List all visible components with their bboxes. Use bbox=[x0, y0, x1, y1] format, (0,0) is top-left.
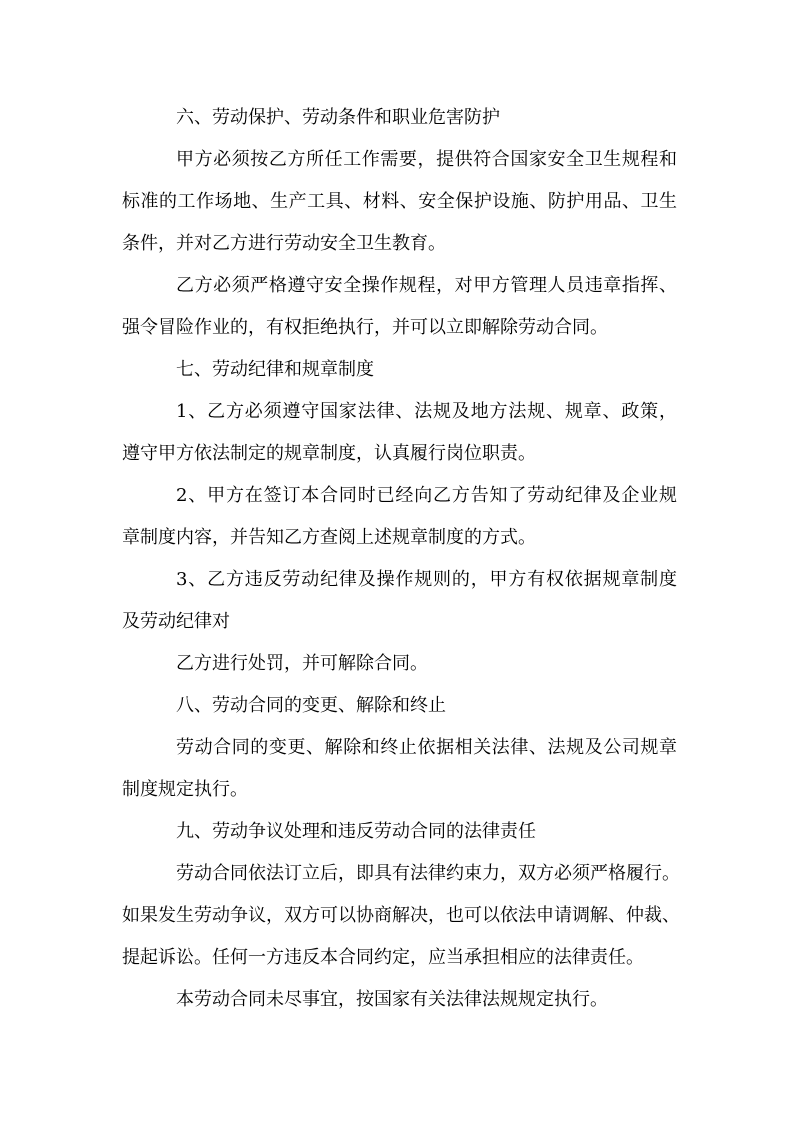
paragraph-line: 遵守甲方依法制定的规章制度，认真履行岗位职责。 bbox=[122, 443, 536, 464]
paragraph-line: 如果发生劳动争议，双方可以协商解决，也可以依法申请调解、仲裁、 bbox=[122, 905, 680, 926]
paragraph-line: 乙方进行处罚，并可解除合同。 bbox=[176, 653, 428, 674]
document-body bbox=[122, 97, 680, 1021]
paragraph-line: 提起诉讼。任何一方违反本合同约定，应当承担相应的法律责任。 bbox=[122, 947, 644, 968]
paragraph-line: 制度规定执行。 bbox=[122, 779, 248, 800]
paragraph-line: 3、乙方违反劳动纪律及操作规则的，甲方有权依据规章制度 bbox=[176, 569, 677, 590]
section-heading-8: 八、劳动合同的变更、解除和终止 bbox=[176, 695, 446, 716]
section-heading-7: 七、劳动纪律和规章制度 bbox=[176, 359, 374, 380]
paragraph-line: 标准的工作场地、生产工具、材料、安全保护设施、防护用品、卫生 bbox=[122, 191, 677, 212]
paragraph-line: 条件，并对乙方进行劳动安全卫生教育。 bbox=[122, 233, 446, 254]
paragraph-line: 章制度内容，并告知乙方查阅上述规章制度的方式。 bbox=[122, 527, 536, 548]
paragraph-line: 甲方必须按乙方所任工作需要，提供符合国家安全卫生规程和 bbox=[176, 149, 677, 170]
section-heading-9: 九、劳动争议处理和违反劳动合同的法律责任 bbox=[176, 821, 536, 842]
paragraph-line: 本劳动合同未尽事宜，按国家有关法律法规规定执行。 bbox=[176, 989, 608, 1010]
section-heading-6: 六、劳动保护、劳动条件和职业危害防护 bbox=[176, 107, 500, 128]
paragraph-line: 2、甲方在签订本合同时已经向乙方告知了劳动纪律及企业规 bbox=[176, 485, 677, 506]
paragraph-line: 强令冒险作业的，有权拒绝执行，并可以立即解除劳动合同。 bbox=[122, 317, 608, 338]
paragraph-line: 及劳动纪律对 bbox=[122, 611, 230, 632]
paragraph-line: 劳动合同的变更、解除和终止依据相关法律、法规及公司规章 bbox=[176, 737, 677, 758]
paragraph-line: 1、乙方必须遵守国家法律、法规及地方法规、规章、政策， bbox=[176, 401, 677, 422]
paragraph-line: 劳动合同依法订立后，即具有法律约束力，双方必须严格履行。 bbox=[176, 863, 680, 884]
paragraph-line: 乙方必须严格遵守安全操作规程，对甲方管理人员违章指挥、 bbox=[176, 275, 677, 296]
